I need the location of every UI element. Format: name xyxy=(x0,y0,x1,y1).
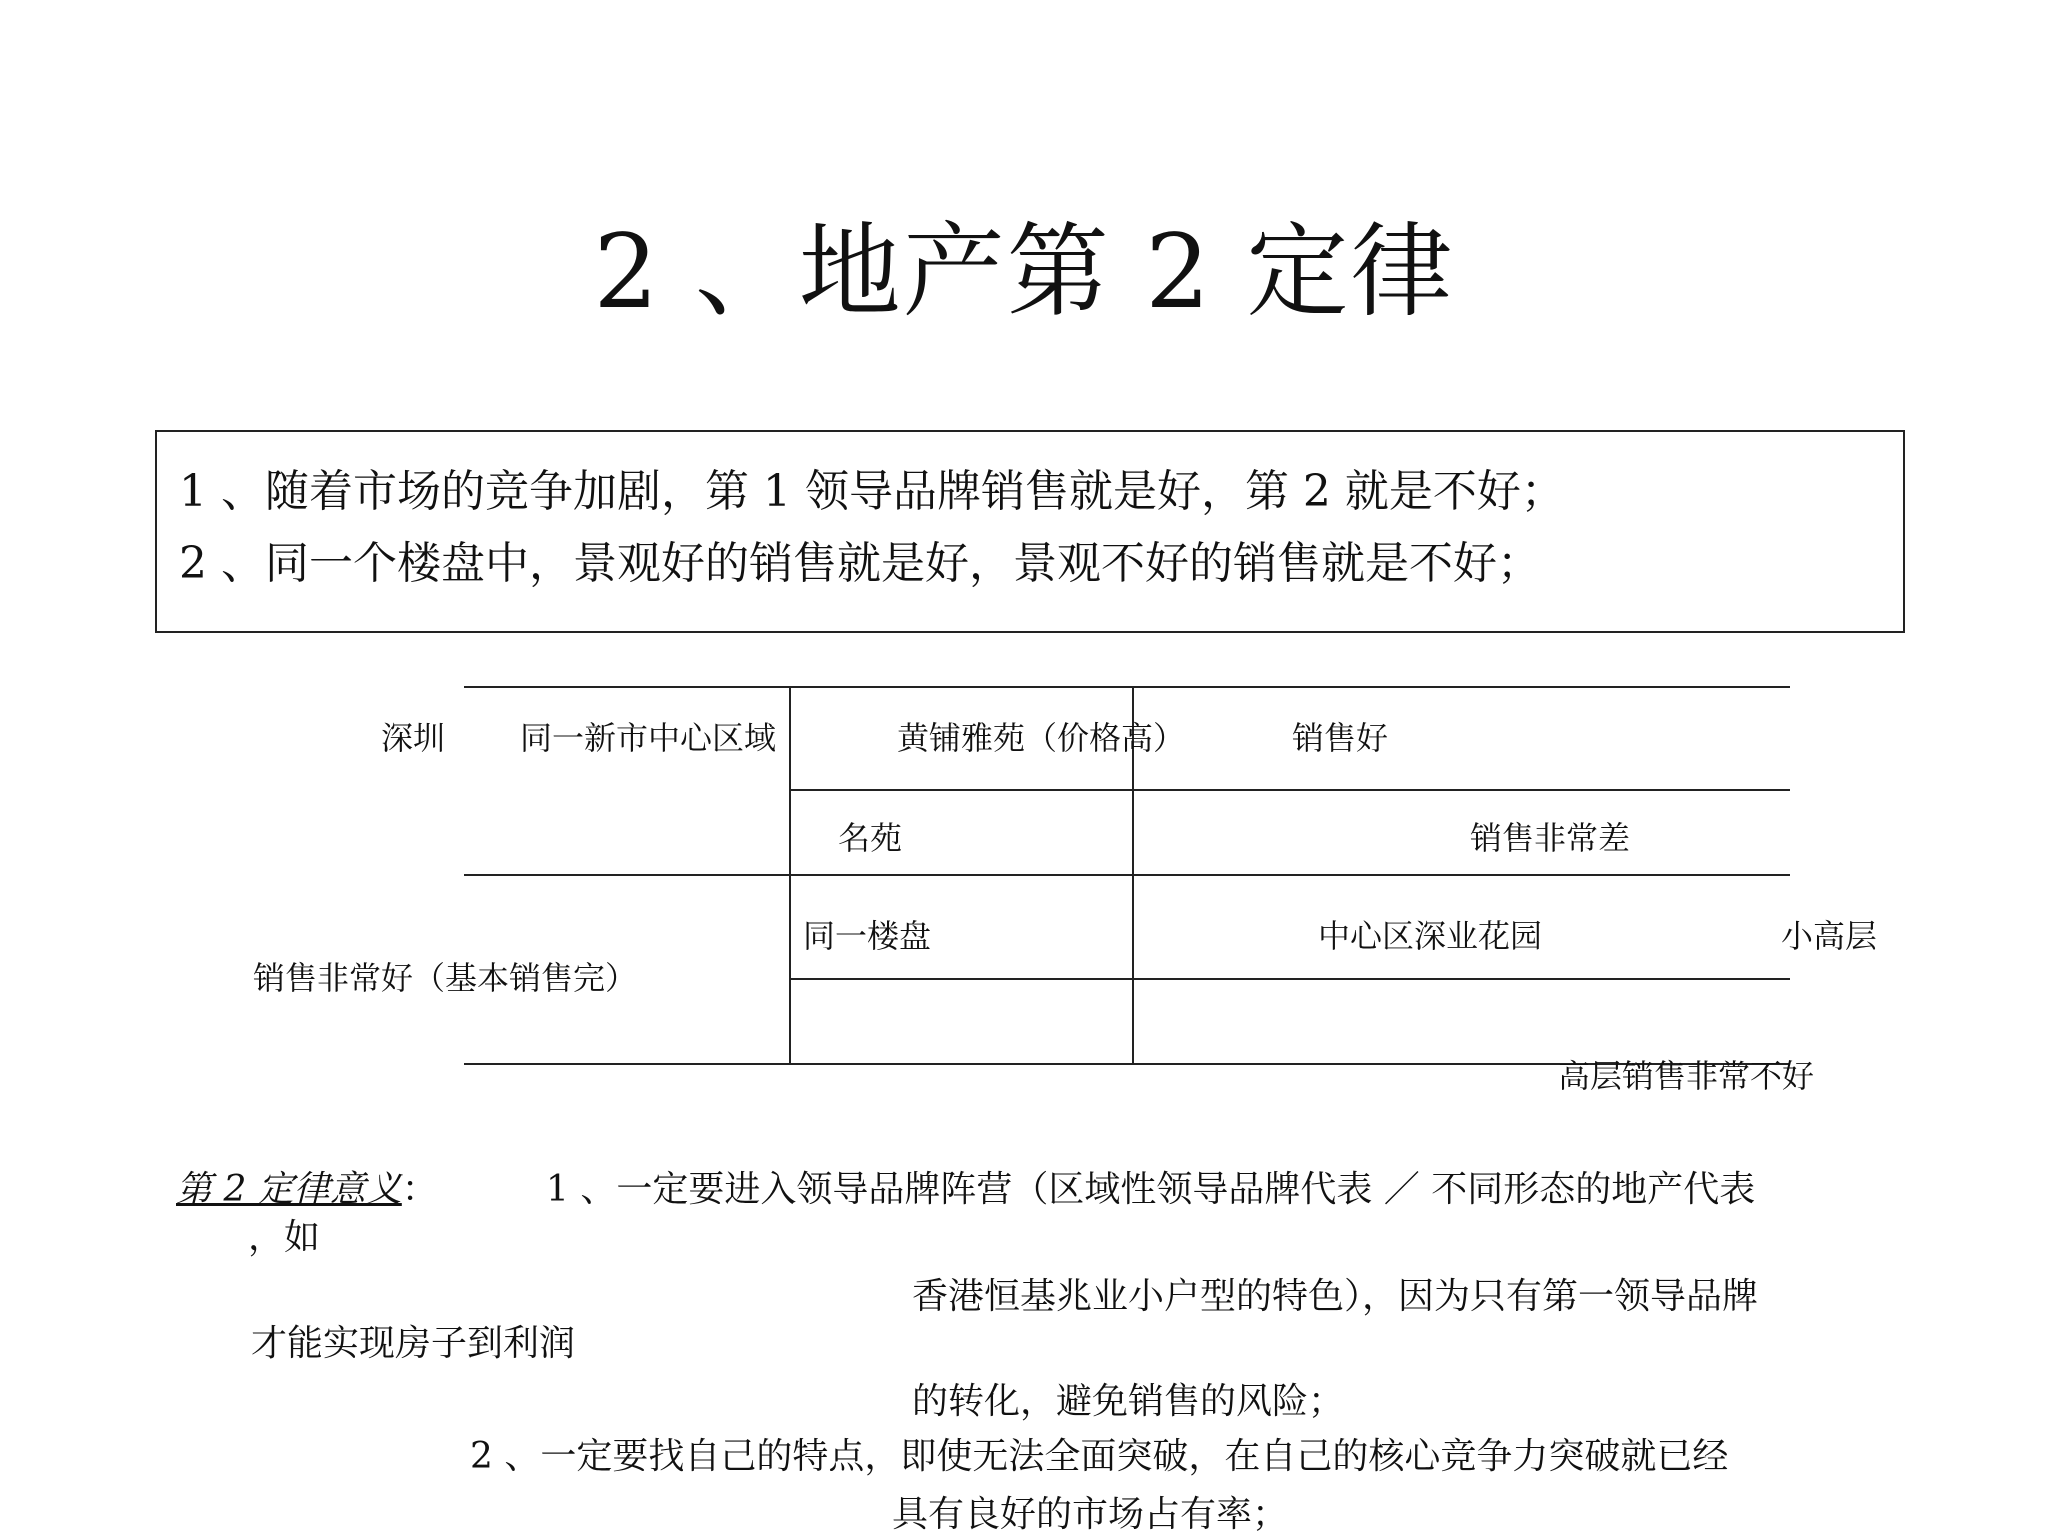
page-title: 2 、地产第 2 定律 xyxy=(593,213,1455,332)
meaning-p1-line1-cont: ，如 xyxy=(248,1217,321,1258)
meaning-p1-line3: 的转化，避免销售的风险； xyxy=(912,1381,1345,1422)
table-group2-label: 同一楼盘 xyxy=(803,917,932,955)
rule-item-1: 1 、随着市场的竞争加剧，第 1 领导品牌销售就是好，第 2 就是不好； xyxy=(179,466,1565,517)
table-row1-result: 销售好 xyxy=(1292,719,1389,757)
meaning-p2-line2: 具有良好的市场占有率； xyxy=(892,1494,1289,1535)
table-low-rise: 小高层 xyxy=(1781,917,1878,955)
meaning-p1-line2: 香港恒基兆业小户型的特色），因为只有第一领导品牌 xyxy=(912,1276,1759,1317)
table-group1-label: 同一新市中心区域 xyxy=(520,719,777,757)
table-low-rise-result: 销售非常好（基本销售完） xyxy=(253,959,638,997)
table-row1-project: 黄铺雅苑（价格高） xyxy=(897,719,1186,757)
meaning-p1-line1: 1 、一定要进入领导品牌阵营（区域性领导品牌代表 ／ 不同形态的地产代表 xyxy=(546,1169,1756,1210)
table-rule-row1 xyxy=(790,789,1790,791)
table-rule-row3 xyxy=(790,978,1790,980)
table-rule-col1 xyxy=(789,686,791,1064)
rules-box xyxy=(155,430,1905,633)
table-rule-group xyxy=(464,874,1790,876)
table-group2-project: 中心区深业花园 xyxy=(1318,917,1543,955)
meaning-label: 第 2 定律意义 xyxy=(176,1169,402,1210)
meaning-p1-line2-cont: 才能实现房子到利润 xyxy=(251,1323,576,1364)
table-row2-project: 名苑 xyxy=(838,819,903,857)
table-rule-top xyxy=(464,686,1790,688)
meaning-heading xyxy=(176,1169,438,1210)
meaning-colon: ： xyxy=(401,1169,438,1210)
table-high-rise-result: 高层销售非常不好 xyxy=(1558,1057,1815,1095)
rule-item-2: 2 、同一个楼盘中，景观好的销售就是好，景观不好的销售就是不好； xyxy=(179,538,1541,589)
table-row2-result: 销售非常差 xyxy=(1470,819,1631,857)
table-city: 深圳 xyxy=(381,719,446,757)
meaning-p2-line1: 2 、一定要找自己的特点，即使无法全面突破，在自己的核心竞争力突破就已经 xyxy=(470,1436,1729,1477)
